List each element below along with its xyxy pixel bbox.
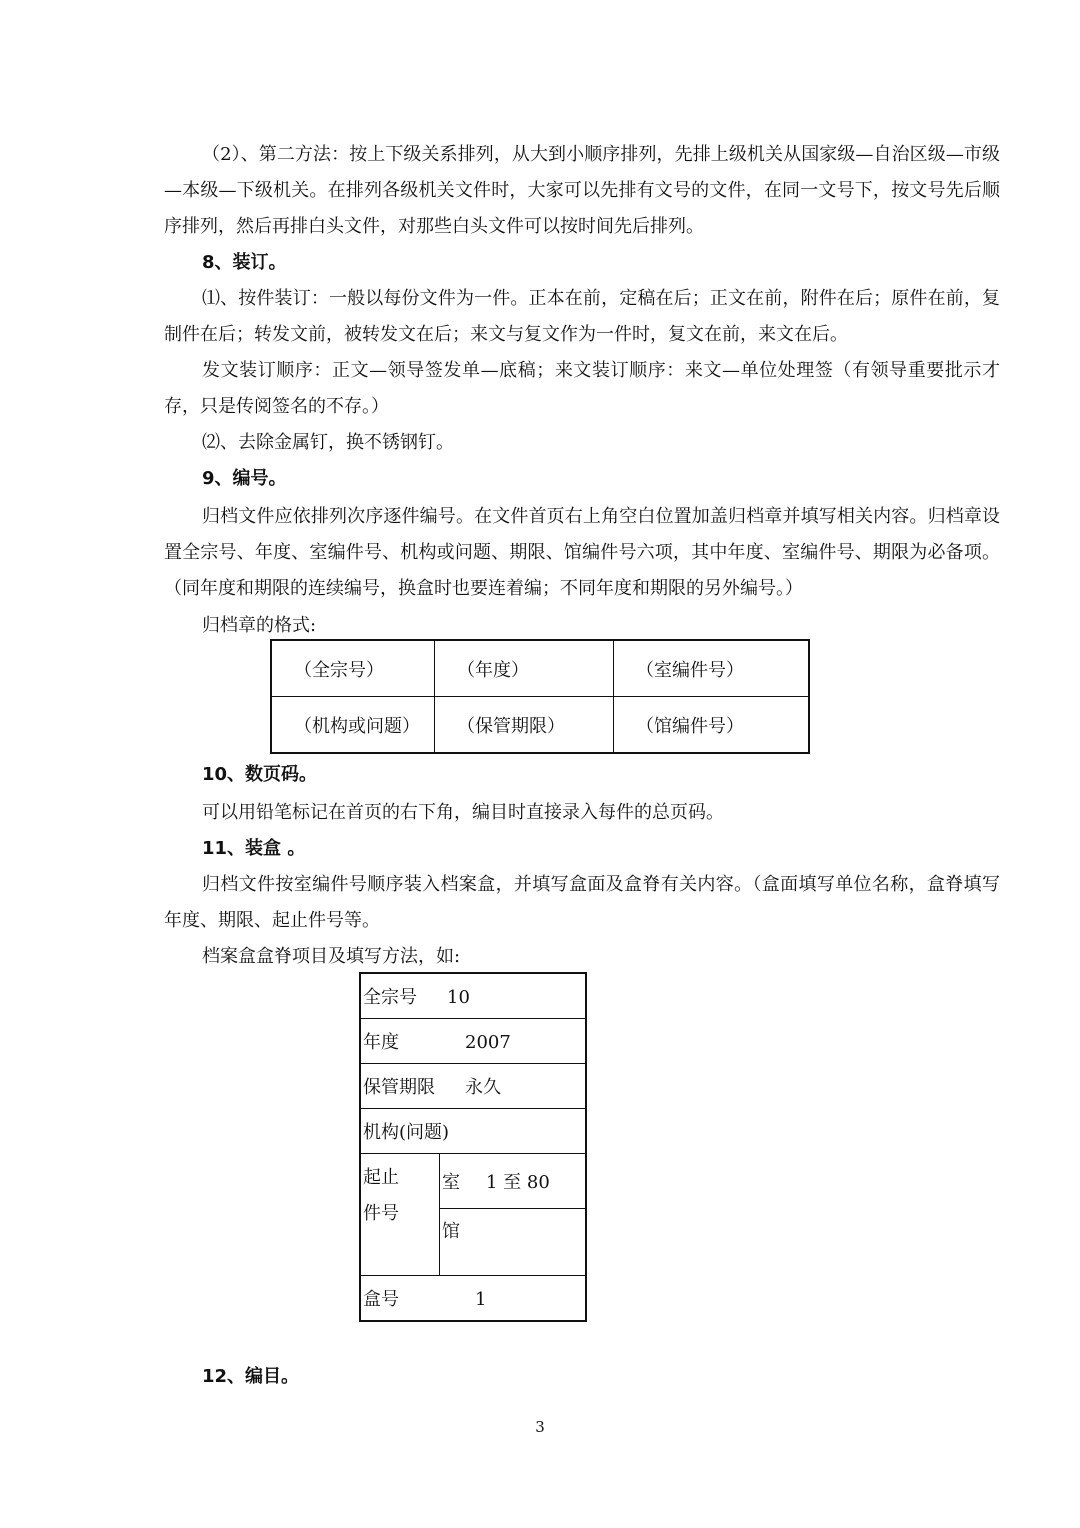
spine-org-cell [360,1109,586,1154]
table-row [360,1064,586,1109]
heading-boxing: 11、装盒 。 [202,838,306,859]
spine-fonds-value: 10 [447,987,470,1008]
paragraph-binding-by-item: ⑴、按件装订：一般以每份文件为一件。正本在前，定稿在后；正文在前，附件在后；原件在前，复制件在后；转发文前，被转发文在后；来文与复文作为一件时，复文在前，来文在后。 [164,288,1000,345]
spine-year-value: 2007 [465,1032,511,1053]
spine-archive-label: 馆 [442,1221,460,1242]
spine-range-label-2: 件号 [363,1203,399,1224]
page-number: 3 [535,1418,545,1436]
paragraph-remove-staples: ⑵、去除金属钉，换不锈钢钉。 [202,432,454,453]
stamp-cell-fonds: （全宗号） [271,640,435,697]
stamp-cell-period: （保管期限） [435,697,614,754]
paragraph-binding-order: 发文装订顺序：正文—领导签发单—底稿；来文装订顺序：来文—单位处理签（有领导重要批示才存，只是传阅签名的不存。） [164,360,1000,417]
spine-box-label: 盒号 [363,1289,399,1310]
table-row [360,973,586,1019]
spine-room-label: 室 [442,1172,460,1193]
spine-org-label: 机构(问题) [363,1122,450,1143]
table-row [360,1109,586,1154]
table-row [271,697,809,754]
archive-stamp-table [270,639,810,754]
table-row [360,1276,586,1322]
heading-page-count: 10、数页码。 [202,764,318,785]
spine-range-label-cell [360,1154,440,1276]
spine-fonds-label: 全宗号 [363,987,417,1008]
heading-numbering: 9、编号。 [202,468,287,489]
table-row [271,640,809,697]
heading-binding: 8、装订。 [202,252,287,273]
stamp-cell-org: （机构或问题） [271,697,435,754]
spine-format-label: 档案盒盒脊项目及填写方法，如: [202,946,461,967]
table-row [360,1019,586,1064]
spine-period-cell [360,1064,586,1109]
heading-cataloging: 12、编目。 [202,1366,300,1387]
stamp-format-label: 归档章的格式: [202,615,317,636]
spine-year-cell [360,1019,586,1064]
table-row [360,1154,586,1209]
spine-fonds-cell [360,973,586,1019]
spine-room-cell [440,1154,587,1209]
spine-period-label: 保管期限 [363,1077,435,1098]
spine-range-label-1: 起止 [363,1167,399,1188]
paragraph-boxing: 归档文件按室编件号顺序装入档案盒，并填写盒面及盒脊有关内容。（盒面填写单位名称，盒脊填写年度、期限、起止件号等。 [164,874,1000,931]
spine-box-value: 1 [475,1289,487,1310]
stamp-cell-archive-number: （馆编件号） [614,697,810,754]
paragraph-method-two: （2）、第二方法：按上下级关系排列，从大到小顺序排列，先排上级机关从国家级—自治区级—市级—本级—下级机关。在排列各级机关文件时，大家可以先排有文号的文件，在同一文号下，按文号先后顺序排列，然后再排白头文件，对那些白头文件可以按时间先后排列。 [164,144,1000,237]
stamp-cell-room-number: （室编件号） [614,640,810,697]
box-spine-table [359,972,587,1322]
paragraph-page-count: 可以用铅笔标记在首页的右下角，编目时直接录入每件的总页码。 [202,802,724,823]
spine-box-cell [360,1276,586,1322]
spine-room-value: 1 至 80 [486,1172,550,1193]
spine-archive-cell [440,1209,587,1276]
paragraph-numbering: 归档文件应依排列次序逐件编号。在文件首页右上角空白位置加盖归档章并填写相关内容。归档章设置全宗号、年度、室编件号、机构或问题、期限、馆编件号六项，其中年度、室编件号、期限为必备项。（同年度和期限的连续编号，换盒时也要连着编；不同年度和期限的另外编号。） [164,506,1000,599]
spine-period-value: 永久 [465,1077,501,1098]
stamp-cell-year: （年度） [435,640,614,697]
spine-year-label: 年度 [363,1032,399,1053]
